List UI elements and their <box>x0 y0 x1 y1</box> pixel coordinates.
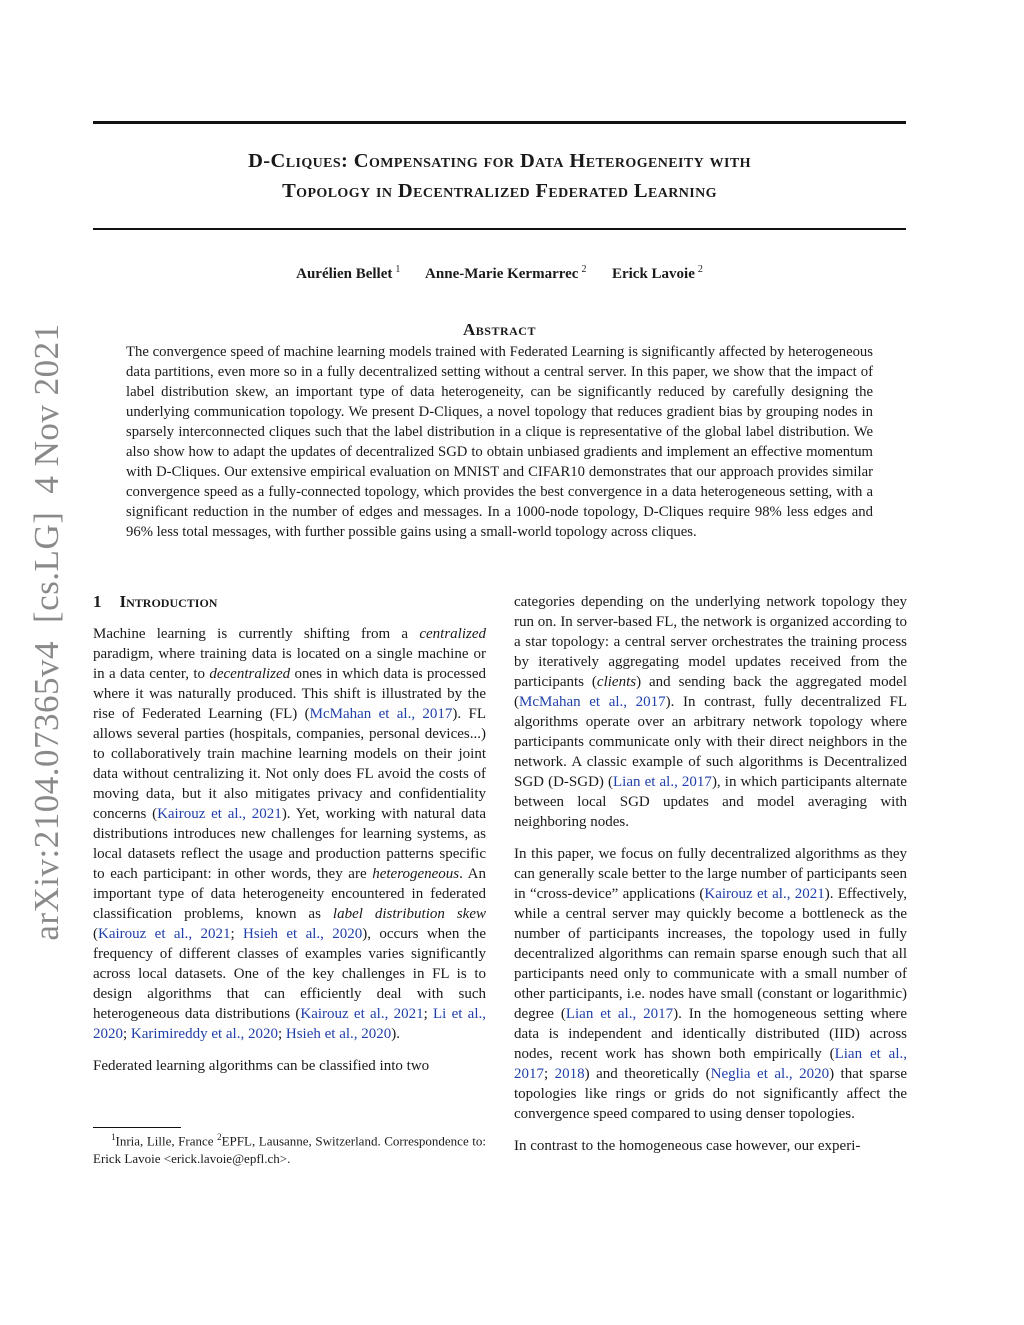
body-text: ). Effectively, while a central server may quickly become a bottleneck as the number of participants increases, the topology used in fully decentralized algorithms can remain sparse enough such that all participants need only to communicate with a small number of other participants, i.e. nodes have small (constant or logarithmic) degree ( <box>514 886 907 1022</box>
abstract-text: The convergence speed of machine learning models trained with Federated Learning is significantly affected by heterogeneous data partitions, even more so in a fully decentralized setting without a central server. In this paper, we show that the impact of label distribution skew, an important type of data heterogeneity, can be significantly reduced by carefully designing the underlying communication topology. We present D-Cliques, a novel topology that reduces gradient bias by grouping nodes in sparsely interconnected cliques such that the label distribution in a clique is representative of the global label distribution. We also show how to adapt the updates of decentralized SGD to obtain unbiased gradients and implement an effective momentum with D-Cliques. Our extensive empirical evaluation on MNIST and CIFAR10 demonstrates that our approach provides similar convergence speed as a fully-connected topology, which provides the best convergence in a data heterogeneous setting, with a significant reduction in the number of edges and messages. In a 1000-node topology, D-Cliques require 98% less edges and 96% less total messages, with further possible gains using a small-world topology across cliques. <box>126 344 873 540</box>
arxiv-stamp <box>25 182 69 1082</box>
citation-link[interactable]: Karimireddy et al., 2020 <box>130 1026 278 1042</box>
body-text: ) and theoretically ( <box>584 1066 711 1082</box>
citation-link[interactable]: McMahan et al., 2017 <box>519 694 666 710</box>
arxiv-date: 4 Nov 2021 <box>27 323 66 494</box>
citation-link[interactable]: Kairouz et al., 2021 <box>300 1006 424 1022</box>
body-text: ; <box>544 1066 555 1082</box>
citation-link[interactable]: Hsieh et al., 2020 <box>285 1026 392 1042</box>
body-text: ). In contrast, fully decentralized FL algorithms operate over an arbitrary network topology where participants communicate only with their direct neighbors in the network. A classic example of such algorithms is Decentralized SGD (D-SGD) ( <box>514 694 907 790</box>
body-text: . An important type of data heterogeneity encountered in federated classification problems, known as <box>93 866 486 922</box>
emphasis-text: clients <box>596 674 637 690</box>
abstract-heading: Abstract <box>463 320 536 339</box>
body-text: categories depending on the underlying network topology they run on. In server-based FL, the network is organized according to a star topology: a central server orchestrates the training process by iteratively aggregating model updates received from the participants ( <box>514 594 907 690</box>
body-text: ), occurs when the frequency of different classes of examples varies significantly across local datasets. One of the key challenges in FL is to design algorithms that can efficiently deal with such heterogeneous data distributions ( <box>93 926 487 1022</box>
paragraph <box>514 1136 907 1156</box>
body-text: ; <box>123 1026 131 1042</box>
affiliation-2: EPFL, Lausanne, Switzerland. <box>221 1133 381 1149</box>
author-list <box>93 264 906 283</box>
footnote <box>93 1128 486 1168</box>
citation-link[interactable]: McMahan et al., 2017 <box>309 706 453 722</box>
citation-link[interactable]: Lian et al., 2017 <box>514 1046 907 1082</box>
paper-title-line-1: D-Cliques: Compensating for Data Heterogeneity with <box>248 150 751 172</box>
body-text: In this paper, we focus on fully decentralized algorithms as they can generally scale better to the large number of participants seen in “cross-device” applications ( <box>514 846 907 902</box>
citation-link[interactable]: Lian et al., 2017 <box>613 774 712 790</box>
citation-link[interactable]: Kairouz et al., 2021 <box>704 886 825 902</box>
arxiv-id: arXiv:2104.07365v4 <box>27 641 66 941</box>
emphasis-text: centralized <box>419 626 486 642</box>
citation-link[interactable]: Lian et al., 2017 <box>565 1006 674 1022</box>
left-column <box>93 624 486 1088</box>
author-affiliation-mark: 2 <box>697 264 703 275</box>
author-name: Erick Lavoie <box>611 266 695 282</box>
footnote-mark: 2 <box>217 1132 222 1142</box>
author-affiliation-mark: 1 <box>395 264 401 275</box>
body-text: ). FL allows several parties (hospitals, companies, personal devices...) to collaboratively train machine learning models on their joint data without centralizing it. Not only does FL avoid the costs of moving data, but it also mitigates privacy and confidentiality concerns ( <box>93 706 487 822</box>
body-text: ( <box>93 926 98 942</box>
author-name: Aurélien Bellet <box>296 266 393 282</box>
body-text: ). In the homogeneous setting where data is independent and identically distributed (IID) across nodes, recent work has shown both empirically ( <box>514 1006 908 1062</box>
paragraph <box>93 1056 486 1076</box>
body-text: ; <box>230 926 244 942</box>
emphasis-text: label distribution skew <box>332 906 486 922</box>
correspondence: Correspondence to: Erick Lavoie <erick.lavoie@epfl.ch>. <box>93 1133 486 1167</box>
body-text: ). <box>391 1026 401 1042</box>
body-text: ), in which participants alternate between local SGD updates and model averaging with neighboring nodes. <box>514 774 907 830</box>
citation-link[interactable]: Kairouz et al., 2021 <box>98 926 231 942</box>
body-text: paradigm, where training data is located on a single machine or in a data center, to <box>93 646 486 682</box>
citation-link[interactable]: Li et al., 2020 <box>93 1006 486 1042</box>
emphasis-text: heterogeneous <box>372 866 460 882</box>
citation-link[interactable]: Kairouz et al., 2021 <box>157 806 282 822</box>
body-text: ) and sending back the aggregated model ( <box>514 674 907 710</box>
citation-link[interactable]: Hsieh et al., 2020 <box>243 926 363 942</box>
author-affiliation-mark: 2 <box>581 264 587 275</box>
body-text: ; <box>423 1006 434 1022</box>
emphasis-text: decentralized <box>209 666 291 682</box>
paragraph <box>93 624 486 1044</box>
body-text: Machine learning is currently shifting from a <box>93 626 420 642</box>
footnote-mark: 1 <box>111 1132 116 1142</box>
section-title: Introduction <box>119 592 218 611</box>
body-text: In contrast to the homogeneous case however, our experi- <box>514 1138 861 1154</box>
body-text: ; <box>277 1026 286 1042</box>
paragraph <box>514 592 907 832</box>
right-column <box>514 592 907 1168</box>
body-text: ones in which data is processed where it was naturally produced. This shift is illustrated by the rise of Federated Learning (FL) ( <box>93 666 486 722</box>
title-top-rule <box>93 121 906 124</box>
affiliation-1: Inria, Lille, France <box>115 1133 214 1149</box>
author-name: Anne-Marie Kermarrec <box>425 266 579 282</box>
body-text: ). Yet, working with natural data distributions introduces new challenges for learning systems, as local datasets reflect the usage and production patterns specific to each participant: in other words, they are <box>93 806 486 882</box>
body-text: Federated learning algorithms can be classified into two <box>93 1058 430 1074</box>
citation-link[interactable]: 2018 <box>554 1066 585 1082</box>
section-number: 1 <box>93 592 102 611</box>
citation-link[interactable]: Neglia et al., 2020 <box>710 1066 830 1082</box>
paper-title-line-2: Topology in Decentralized Federated Learning <box>282 180 717 202</box>
section-heading <box>93 592 217 612</box>
paragraph <box>514 844 907 1124</box>
body-text: ) that sparse topologies like rings or grids do not significantly affect the convergence speed compared to using denser topologies. <box>514 1066 907 1122</box>
title-bottom-rule <box>93 228 906 230</box>
arxiv-category: [cs.LG] <box>27 511 66 623</box>
